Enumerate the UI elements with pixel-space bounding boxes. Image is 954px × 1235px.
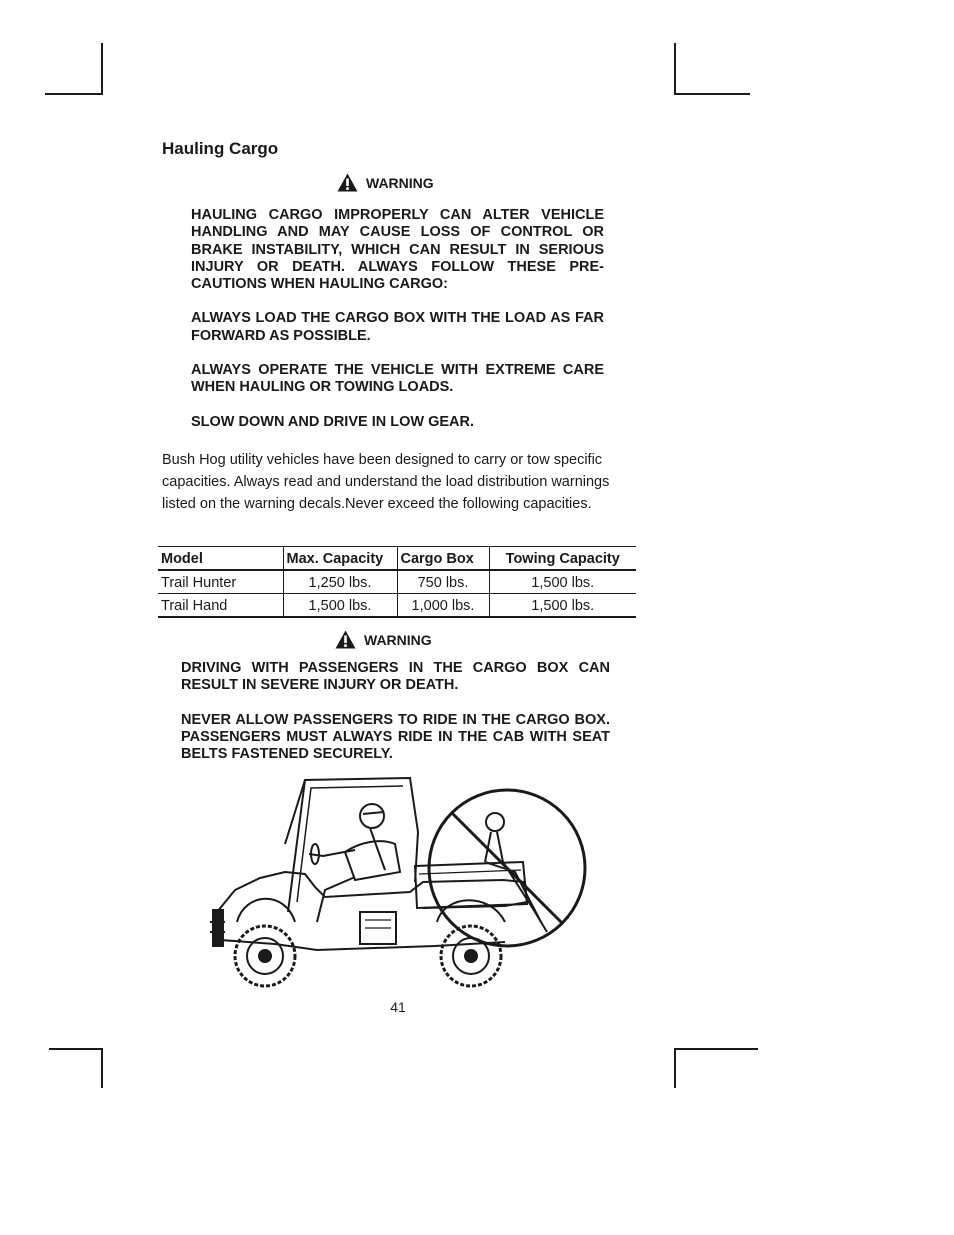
crop-mark-top-left-horizontal	[45, 93, 103, 95]
crop-mark-bottom-right-horizontal	[674, 1048, 758, 1050]
warning-label: WARNING	[364, 631, 432, 648]
crop-mark-top-right-vertical	[674, 43, 676, 95]
table-cell: 1,500 lbs.	[489, 594, 636, 618]
crop-mark-bottom-left-horizontal	[49, 1048, 103, 1050]
table-row	[158, 594, 636, 618]
table-cell: 1,000 lbs.	[397, 594, 489, 618]
column-header-cargo-box: Cargo Box	[397, 547, 489, 571]
page-number: 41	[390, 999, 406, 1015]
column-header-model: Model	[158, 547, 283, 571]
warning-paragraph: DRIVING WITH PASSENGERS IN THE CARGO BOX CAN RESULT IN SEVERE INJURY OR DEATH.	[181, 660, 610, 694]
table-cell: 1,250 lbs.	[283, 570, 397, 594]
table-row	[158, 570, 636, 594]
warning-text-block	[191, 207, 604, 448]
warning-heading	[335, 630, 432, 649]
section-title: Hauling Cargo	[162, 139, 279, 158]
column-header-towing-capacity: Towing Capacity	[489, 547, 636, 571]
crop-mark-bottom-right-vertical	[674, 1048, 676, 1088]
column-header-max-capacity: Max. Capacity	[283, 547, 397, 571]
body-paragraph: Bush Hog utility vehicles have been designed to carry or tow specific capacities. Always read and understand the load distribution warnings listed on the warning decals.Never exceed the following capacities.	[162, 452, 610, 512]
warning-triangle-icon	[337, 173, 358, 192]
warning-paragraph: SLOW DOWN AND DRIVE IN LOW GEAR.	[191, 413, 475, 430]
utility-vehicle-no-passenger-in-cargo-box-illustration	[205, 772, 590, 997]
warning-paragraph: HAULING CARGO IMPROPERLY CAN ALTER VEHICLE HANDLING AND MAY CAUSE LOSS OF CONTROL OR BRAKE INSTABILITY, WHICH CAN RESULT IN SERIOUS INJURY OR DEATH. ALWAYS FOLLOW THESE PRE-CAUTIONS WHEN HAULING CARGO:	[191, 207, 604, 293]
crop-mark-top-left-vertical	[101, 43, 103, 95]
table-cell: 1,500 lbs.	[489, 570, 636, 594]
crop-mark-bottom-left-vertical	[101, 1048, 103, 1088]
table-cell: Trail Hunter	[158, 570, 283, 594]
capacity-table	[158, 546, 636, 618]
table-cell: 750 lbs.	[397, 570, 489, 594]
table-cell: 1,500 lbs.	[283, 594, 397, 618]
warning-label: WARNING	[366, 174, 434, 191]
table-cell: Trail Hand	[158, 594, 283, 618]
warning-paragraph: ALWAYS LOAD THE CARGO BOX WITH THE LOAD AS FAR FORWARD AS POSSIBLE.	[191, 310, 604, 344]
warning-text-block	[181, 660, 610, 780]
warning-paragraph: ALWAYS OPERATE THE VEHICLE WITH EXTREME CARE WHEN HAULING OR TOWING LOADS.	[191, 362, 604, 396]
crop-mark-top-right-horizontal	[674, 93, 750, 95]
warning-paragraph: NEVER ALLOW PASSENGERS TO RIDE IN THE CARGO BOX. PASSENGERS MUST ALWAYS RIDE IN THE CAB WITH SEAT BELTS FASTENED SECURELY.	[181, 711, 610, 763]
table-header-row	[158, 547, 636, 571]
warning-heading	[337, 173, 434, 192]
warning-triangle-icon	[335, 630, 356, 649]
